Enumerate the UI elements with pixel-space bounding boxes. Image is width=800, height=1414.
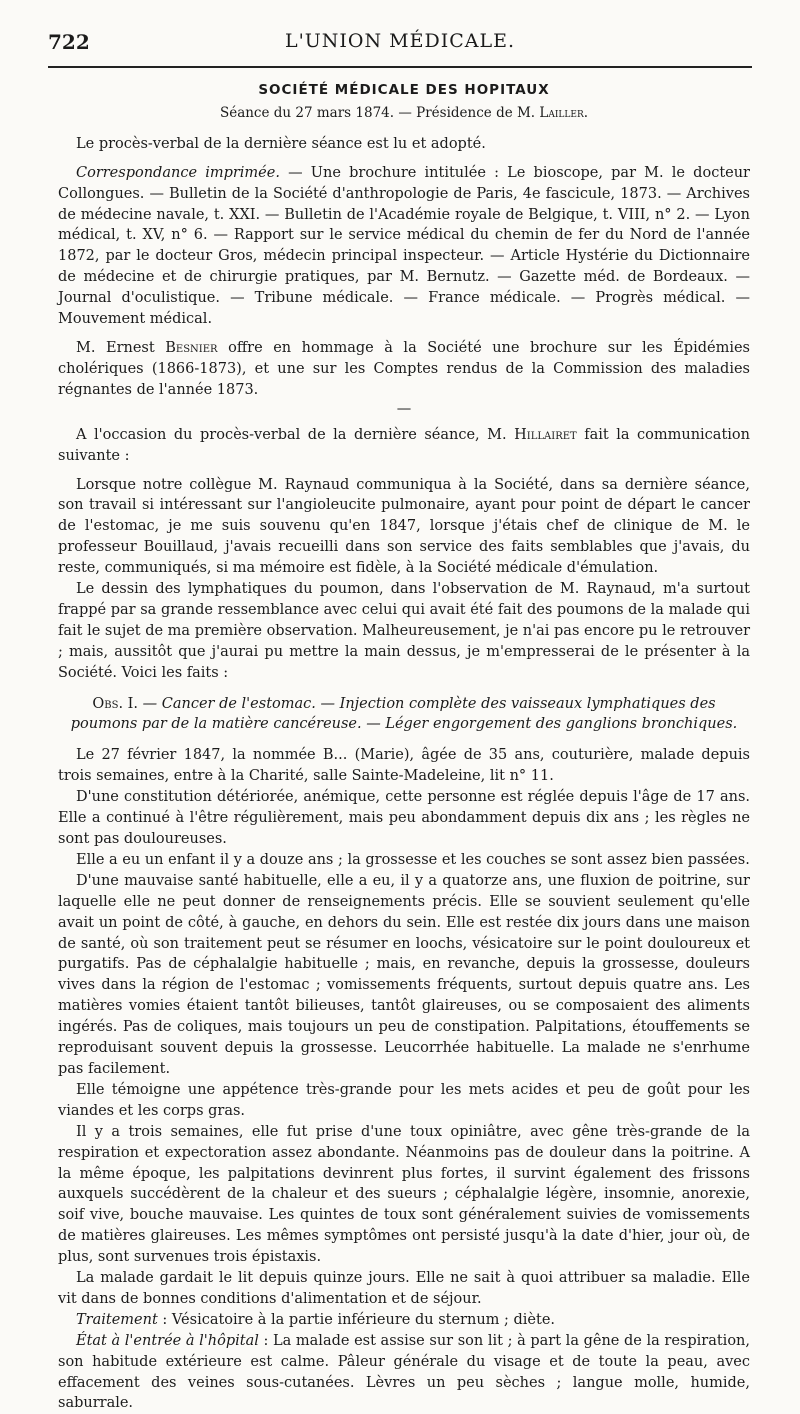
besnier-paragraph: [58, 338, 750, 401]
session-line: [58, 103, 750, 124]
hillairet-paragraph: [58, 425, 750, 467]
page-header: [48, 30, 752, 64]
hillairet-text: fait la communication suivante :: [58, 426, 750, 464]
session-prefix: Séance du 27 mars 1874. — Présidence de M.: [219, 104, 540, 121]
section-separator: —: [396, 400, 412, 417]
correspondance-label: Correspondance imprimée.: [76, 164, 280, 181]
correspondance-text: — Une brochure intitulée : Le bioscope, par M. le docteur Collongues. — Bulletin de la Société d'anthropologie de Paris, 4e fascicule, 1873. — Archives de médecine navale, t. XXI. — Bulletin de l'Académie royale de Belgique, t. VIII, n° 2. — Lyon médical, t. XV, n° 6. — Rapport sur le service médical du chemin de fer du Nord de l'année 1872, par le docteur Gros, médecin principal inspecteur. — Article Hystérie du Dictionnaire de médecine et de chirurgie pratiques, par M. Bernutz. — Gazette méd. de Bordeaux. — Journal d'oculistique. — Tribune médicale. — France médicale. — Progrès médical. — Mouvement médical.: [58, 164, 750, 328]
treatment-text: : Vésicatoire à la partie inférieure du sternum ; diète.: [157, 1311, 556, 1328]
header-rule: [48, 66, 752, 68]
case-paragraph: Il y a trois semaines, elle fut prise d'une toux opiniâtre, avec gêne très-grande de la respiration et expectoration assez abondante. Néanmoins pas de douleur dans la poitrine. A la même époque, les palpitations devinrent plus fortes, il survint également des frissons auxquels succédèrent de la chaleur et des sueurs ; céphalalgie légère, insomnie, anorexie, soif vive, bouche mauvaise. Les quintes de toux sont généralement suivies de vomissements de matières glaireuses. Les mêmes symptômes ont persisté jusqu'à la date d'hier, jour où, de plus, sont survenues trois épistaxis.: [58, 1123, 750, 1266]
admission-state-text: : La malade est assise sur son lit ; à part la gêne de la respiration, son habitude extérieure est calme. Pâleur générale du visage et de toute la peau, avec effacement des veines sous-cutanées. Lèvres un peu sèches ; langue molle, humide, saburrale.: [58, 1332, 750, 1412]
case-paragraph: La malade gardait le lit depuis quinze jours. Elle ne sait à quoi attribuer sa maladie. Elle vit dans de bonnes conditions d'alimentation et de séjour.: [58, 1270, 750, 1307]
hillairet-pre: A l'occasion du procès-verbal de la dernière séance, M.: [76, 426, 515, 443]
besnier-pre: M. Ernest: [76, 339, 166, 356]
running-title: L'UNION MÉDICALE.: [284, 30, 516, 52]
treatment-paragraph: [58, 1310, 750, 1331]
body-paragraph: Lorsque notre collègue M. Raynaud communiqua à la Société, dans sa dernière séance, son travail si intéressant sur l'angioleucite pulmonaire, ayant pour point de départ le cancer de l'estomac, je me suis souvenu qu'en 1847, lorsque j'étais chef de clinique de M. le professeur Bouillaud, j'avais recueilli dans son service des faits semblables que j'avais, du reste, communiqués, si ma mémoire est fidèle, à la Société médicale d'émulation.: [58, 476, 750, 577]
hillairet-name: Hillairet: [514, 426, 577, 443]
case-paragraph: Le 27 février 1847, la nommée B... (Marie), âgée de 35 ans, couturière, malade depuis trois semaines, entre à la Charité, salle Sainte-Madeleine, lit n° 11.: [58, 747, 750, 785]
session-suffix: .: [583, 104, 589, 121]
body-paragraph: Le dessin des lymphatiques du poumon, dans l'observation de M. Raynaud, m'a surtout frappé par sa grande ressemblance avec celui qui avait été fait des poumons de la malade qui fait le sujet de ma première observation. Malheureusement, je n'ai pas encore pu le retrouver ; mais, aussitôt que j'aurai pu mettre la main dessus, je m'empresserai de le présenter à la Société. Voici les faits :: [58, 581, 750, 681]
page-number: 722: [48, 30, 90, 54]
spacer: [58, 330, 750, 338]
spacer: [58, 155, 750, 163]
observation-label: Obs. I.: [92, 695, 139, 712]
section-title: SOCIÉTÉ MÉDICALE DES HOPITAUX: [258, 82, 550, 98]
spacer: [58, 467, 750, 475]
case-paragraph: Elle a eu un enfant il y a douze ans ; la grossesse et les couches se sont assez bien passées.: [76, 851, 750, 868]
admission-state-paragraph: [58, 1331, 750, 1414]
besnier-name: Besnier: [165, 339, 218, 356]
observation-heading: [58, 694, 750, 736]
observation-title: — Cancer de l'estomac. — Injection complète des vaisseaux lymphatiques des poumons par de la matière cancéreuse. — Léger engorgement des ganglions bronchiques.: [70, 695, 738, 733]
besnier-text: offre en hommage à la Société une brochure sur les Épidémies cholériques (1866-1873), et une sur les Comptes rendus de la Commission des maladies régnantes de l'année 1873.: [58, 339, 750, 398]
case-paragraph: D'une mauvaise santé habituelle, elle a eu, il y a quatorze ans, une fluxion de poitrine, sur laquelle elle ne peut donner de renseignements précis. Elle se souvient seulement qu'elle avait un point de côté, à gauche, en dehors du sein. Elle est restée dix jours dans une maison de santé, où son traitement peut se résumer en loochs, vésicatoire sur le point douloureux et purgatifs. Pas de céphalalgie habituelle ; mais, en revanche, depuis la grossesse, douleurs vives dans la région de l'estomac ; vomissements fréquents, surtout depuis quatre ans. Les matières vomies étaient tantôt bilieuses, tantôt glaireuses, ou se composaient des aliments ingérés. Pas de coliques, mais toujours un peu de constipation. Palpitations, étouffements se reproduisant souvent depuis la grossesse. Leucorrhée habituelle. La malade ne s'enrhume pas facilement.: [58, 872, 750, 1077]
minutes-paragraph: Le procès-verbal de la dernière séance est lu et adopté.: [76, 135, 486, 152]
case-paragraph: Elle témoigne une appétence très-grande pour les mets acides et peu de goût pour les viandes et les corps gras.: [58, 1081, 750, 1119]
correspondance-paragraph: [58, 163, 750, 330]
treatment-label: Traitement: [76, 1311, 158, 1328]
admission-state-label: État à l'entrée à l'hôpital: [76, 1332, 259, 1349]
case-paragraph: D'une constitution détériorée, anémique, cette personne est réglée depuis l'âge de 17 ans. Elle a continué à l'être régulièrement, mais peu abondamment depuis dix ans ; les règles ne sont pas douloureuses.: [58, 789, 750, 847]
president-name: Lailler: [539, 104, 584, 121]
article-body: [58, 80, 750, 1414]
